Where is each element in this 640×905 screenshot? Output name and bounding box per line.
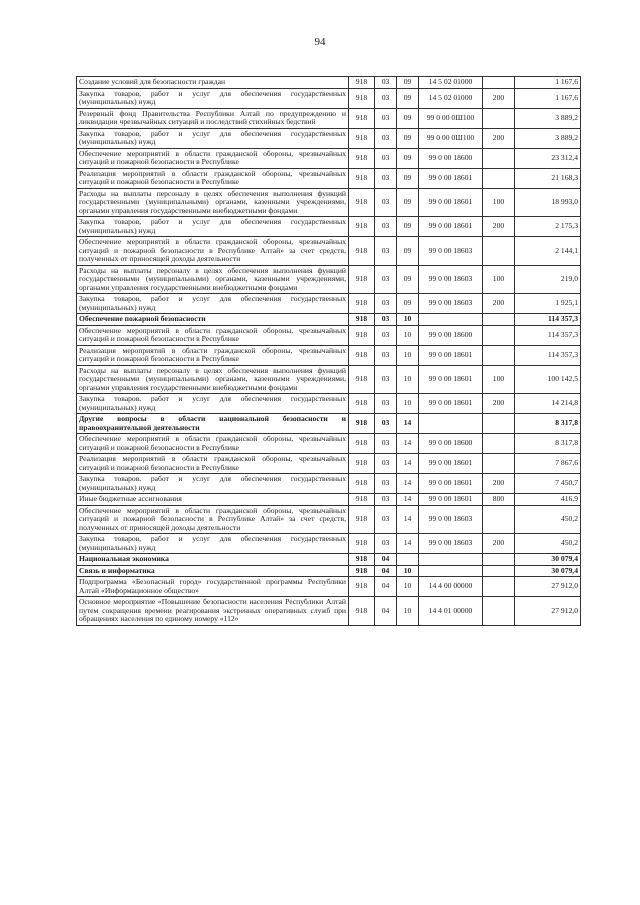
department-code-cell: 918 — [349, 188, 375, 217]
subsection-code-cell: 09 — [397, 148, 419, 168]
amount-cell: 30 079,4 — [515, 554, 581, 566]
department-code-cell: 918 — [349, 434, 375, 454]
expense-name-cell: Обеспечение мероприятий в области гражданской обороны, чрезвычайных ситуаций и пожарной безопасности в Республике — [77, 434, 349, 454]
section-code-cell: 03 — [375, 474, 397, 494]
target-article-cell: 14 4 01 00000 — [419, 597, 483, 626]
expense-name-cell: Расходы на выплаты персоналу в целях обеспечения выполнения функций государственными (муниципальными) органами, казенными учреждениями, органами управления государственными внебюджетными фондами — [77, 365, 349, 394]
target-article-cell: 99 0 00 18601 — [419, 345, 483, 365]
subsection-code-cell: 10 — [397, 577, 419, 597]
expense-type-cell: 200 — [483, 534, 515, 554]
amount-cell: 114 357,3 — [515, 314, 581, 326]
section-code-cell: 03 — [375, 505, 397, 534]
section-code-cell: 03 — [375, 314, 397, 326]
expense-name-cell: Обеспечение пожарной безопасности — [77, 314, 349, 326]
expense-type-cell: 200 — [483, 474, 515, 494]
expense-type-cell — [483, 597, 515, 626]
section-code-cell: 03 — [375, 345, 397, 365]
expense-type-cell — [483, 345, 515, 365]
expense-name-cell: Закупка товаров, работ и услуг для обеспечения государственных (муниципальных) нужд — [77, 88, 349, 108]
section-code-cell: 03 — [375, 148, 397, 168]
amount-cell: 23 312,4 — [515, 148, 581, 168]
section-code-cell: 03 — [375, 494, 397, 506]
subsection-code-cell: 09 — [397, 294, 419, 314]
expense-name-cell: Закупка товаров, работ и услуг для обеспечения государственных (муниципальных) нужд — [77, 534, 349, 554]
section-code-cell: 03 — [375, 188, 397, 217]
section-code-cell: 03 — [375, 237, 397, 266]
section-code-cell: 04 — [375, 565, 397, 577]
department-code-cell: 918 — [349, 217, 375, 237]
department-code-cell: 918 — [349, 365, 375, 394]
subsection-code-cell: 09 — [397, 128, 419, 148]
table-row — [77, 345, 581, 365]
subsection-code-cell: 14 — [397, 494, 419, 506]
table-row — [77, 325, 581, 345]
table-row — [77, 554, 581, 566]
subsection-code-cell: 14 — [397, 414, 419, 434]
department-code-cell: 918 — [349, 148, 375, 168]
department-code-cell: 918 — [349, 414, 375, 434]
target-article-cell — [419, 554, 483, 566]
expense-name-cell: Иные бюджетные ассигнования — [77, 494, 349, 506]
amount-cell: 21 168,3 — [515, 168, 581, 188]
department-code-cell: 918 — [349, 494, 375, 506]
department-code-cell: 918 — [349, 394, 375, 414]
table-row — [77, 188, 581, 217]
section-code-cell: 03 — [375, 534, 397, 554]
subsection-code-cell: 14 — [397, 434, 419, 454]
expense-type-cell — [483, 414, 515, 434]
target-article-cell: 99 0 00 18600 — [419, 148, 483, 168]
expense-name-cell: Обеспечение мероприятий в области гражданской обороны, чрезвычайных ситуаций и пожарной безопасности в Республике Алтай» за счет средств, полученных от приносящей доходы деятельности — [77, 237, 349, 266]
department-code-cell: 918 — [349, 534, 375, 554]
section-code-cell: 04 — [375, 577, 397, 597]
section-code-cell: 04 — [375, 554, 397, 566]
target-article-cell — [419, 565, 483, 577]
subsection-code-cell: 09 — [397, 77, 419, 89]
table-row — [77, 454, 581, 474]
target-article-cell: 99 0 00 18601 — [419, 188, 483, 217]
amount-cell: 450,2 — [515, 505, 581, 534]
amount-cell: 1 925,1 — [515, 294, 581, 314]
table-row — [77, 494, 581, 506]
expense-type-cell: 200 — [483, 217, 515, 237]
target-article-cell: 99 0 00 18600 — [419, 434, 483, 454]
subsection-code-cell: 10 — [397, 394, 419, 414]
section-code-cell: 04 — [375, 597, 397, 626]
subsection-code-cell: 10 — [397, 345, 419, 365]
expense-type-cell — [483, 237, 515, 266]
section-code-cell: 03 — [375, 108, 397, 128]
department-code-cell: 918 — [349, 108, 375, 128]
subsection-code-cell: 09 — [397, 265, 419, 294]
amount-cell: 219,0 — [515, 265, 581, 294]
table-row — [77, 597, 581, 626]
table-body — [77, 77, 581, 626]
amount-cell: 8 317,8 — [515, 434, 581, 454]
subsection-code-cell — [397, 554, 419, 566]
expense-name-cell: Обеспечение мероприятий в области гражданской обороны, чрезвычайных ситуаций и пожарной безопасности в Республике — [77, 148, 349, 168]
amount-cell: 3 889,2 — [515, 128, 581, 148]
table-row — [77, 108, 581, 128]
department-code-cell: 918 — [349, 505, 375, 534]
expense-name-cell: Создание условий для безопасности граждан — [77, 77, 349, 89]
subsection-code-cell: 10 — [397, 565, 419, 577]
amount-cell: 7 450,7 — [515, 474, 581, 494]
budget-table — [76, 76, 581, 626]
section-code-cell: 03 — [375, 394, 397, 414]
expense-name-cell: Расходы на выплаты персоналу в целях обеспечения выполнения функций государственными (муниципальными) органами, казенными учреждениями, органами управления государственными внебюджетными фондами — [77, 265, 349, 294]
expense-name-cell: Связь и информатика — [77, 565, 349, 577]
section-code-cell: 03 — [375, 217, 397, 237]
table-row — [77, 505, 581, 534]
section-code-cell: 03 — [375, 128, 397, 148]
expense-type-cell — [483, 565, 515, 577]
department-code-cell: 918 — [349, 554, 375, 566]
target-article-cell: 99 0 00 18601 — [419, 168, 483, 188]
target-article-cell: 14 4 00 00000 — [419, 577, 483, 597]
amount-cell: 7 867,6 — [515, 454, 581, 474]
department-code-cell: 918 — [349, 77, 375, 89]
table-row — [77, 128, 581, 148]
expense-name-cell: Расходы на выплаты персоналу в целях обеспечения выполнения функций государственными (муниципальными) органами, казенными учреждениями, органами управления государственными внебюджетными фондами — [77, 188, 349, 217]
expense-type-cell: 200 — [483, 294, 515, 314]
section-code-cell: 03 — [375, 365, 397, 394]
expense-type-cell: 800 — [483, 494, 515, 506]
target-article-cell: 14 5 02 01000 — [419, 77, 483, 89]
subsection-code-cell: 10 — [397, 325, 419, 345]
expense-type-cell: 100 — [483, 265, 515, 294]
expense-name-cell: Закупка товаров, работ и услуг для обеспечения государственных (муниципальных) нужд — [77, 217, 349, 237]
expense-type-cell — [483, 168, 515, 188]
target-article-cell: 99 0 00 18601 — [419, 217, 483, 237]
subsection-code-cell: 14 — [397, 454, 419, 474]
target-article-cell: 99 0 00 18601 — [419, 474, 483, 494]
table-row — [77, 168, 581, 188]
section-code-cell: 03 — [375, 294, 397, 314]
expense-type-cell — [483, 505, 515, 534]
expense-name-cell: Реализация мероприятий в области гражданской обороны, чрезвычайных ситуаций и пожарной безопасности в Республике — [77, 345, 349, 365]
table-row — [77, 577, 581, 597]
target-article-cell: 99 0 00 18601 — [419, 394, 483, 414]
amount-cell: 1 167,6 — [515, 77, 581, 89]
expense-name-cell: Закупка товаров, работ и услуг для обеспечения государственных (муниципальных) нужд — [77, 394, 349, 414]
amount-cell: 27 912,0 — [515, 597, 581, 626]
amount-cell: 2 144,1 — [515, 237, 581, 266]
amount-cell: 114 357,3 — [515, 325, 581, 345]
department-code-cell: 918 — [349, 168, 375, 188]
department-code-cell: 918 — [349, 345, 375, 365]
amount-cell: 3 889,2 — [515, 108, 581, 128]
expense-name-cell: Основное мероприятие «Повышение безопасности населения Республики Алтай путем сокращения времени реагирования экстренных оперативных служб при обращениях населения по единому номеру «112» — [77, 597, 349, 626]
section-code-cell: 03 — [375, 88, 397, 108]
expense-type-cell: 200 — [483, 88, 515, 108]
amount-cell: 27 912,0 — [515, 577, 581, 597]
department-code-cell: 918 — [349, 265, 375, 294]
subsection-code-cell: 10 — [397, 365, 419, 394]
section-code-cell: 03 — [375, 434, 397, 454]
expense-type-cell: 200 — [483, 128, 515, 148]
target-article-cell: 99 0 00 18601 — [419, 494, 483, 506]
expense-type-cell: 100 — [483, 188, 515, 217]
expense-name-cell: Реализация мероприятий в области гражданской обороны, чрезвычайных ситуаций и пожарной безопасности в Республике — [77, 168, 349, 188]
target-article-cell: 99 0 00 18603 — [419, 237, 483, 266]
section-code-cell: 03 — [375, 454, 397, 474]
department-code-cell: 918 — [349, 128, 375, 148]
expense-name-cell: Закупка товаров, работ и услуг для обеспечения государственных (муниципальных) нужд — [77, 128, 349, 148]
section-code-cell: 03 — [375, 325, 397, 345]
amount-cell: 114 357,3 — [515, 345, 581, 365]
table-row — [77, 294, 581, 314]
expense-type-cell — [483, 577, 515, 597]
target-article-cell: 99 0 00 18603 — [419, 294, 483, 314]
table-row — [77, 414, 581, 434]
expense-type-cell — [483, 554, 515, 566]
subsection-code-cell: 10 — [397, 314, 419, 326]
expense-type-cell — [483, 77, 515, 89]
department-code-cell: 918 — [349, 325, 375, 345]
section-code-cell: 03 — [375, 265, 397, 294]
expense-name-cell: Обеспечение мероприятий в области гражданской обороны, чрезвычайных ситуаций и пожарной безопасности в Республике — [77, 325, 349, 345]
amount-cell: 100 142,5 — [515, 365, 581, 394]
target-article-cell: 99 0 00 0Ш100 — [419, 108, 483, 128]
table-row — [77, 314, 581, 326]
subsection-code-cell: 14 — [397, 505, 419, 534]
target-article-cell: 99 0 00 18601 — [419, 454, 483, 474]
table-row — [77, 565, 581, 577]
section-code-cell: 03 — [375, 77, 397, 89]
target-article-cell: 99 0 00 18603 — [419, 265, 483, 294]
amount-cell: 30 079,4 — [515, 565, 581, 577]
department-code-cell: 918 — [349, 237, 375, 266]
amount-cell: 2 175,3 — [515, 217, 581, 237]
subsection-code-cell: 09 — [397, 188, 419, 217]
target-article-cell — [419, 314, 483, 326]
table-row — [77, 148, 581, 168]
table-row — [77, 365, 581, 394]
subsection-code-cell: 14 — [397, 474, 419, 494]
department-code-cell: 918 — [349, 577, 375, 597]
department-code-cell: 918 — [349, 294, 375, 314]
subsection-code-cell: 09 — [397, 168, 419, 188]
expense-name-cell: Закупка товаров, работ и услуг для обеспечения государственных (муниципальных) нужд — [77, 474, 349, 494]
target-article-cell: 99 0 00 0Ш100 — [419, 128, 483, 148]
amount-cell: 8 317,8 — [515, 414, 581, 434]
expense-name-cell: Подпрограмма «Безопасный город» государственной программы Республики Алтай «Информационное общество» — [77, 577, 349, 597]
section-code-cell: 03 — [375, 168, 397, 188]
department-code-cell: 918 — [349, 314, 375, 326]
subsection-code-cell: 14 — [397, 534, 419, 554]
amount-cell: 416,9 — [515, 494, 581, 506]
department-code-cell: 918 — [349, 565, 375, 577]
table-row — [77, 237, 581, 266]
expense-name-cell: Национальная экономика — [77, 554, 349, 566]
subsection-code-cell: 09 — [397, 217, 419, 237]
expense-type-cell — [483, 314, 515, 326]
table-row — [77, 394, 581, 414]
target-article-cell: 14 5 02 01000 — [419, 88, 483, 108]
subsection-code-cell: 10 — [397, 597, 419, 626]
target-article-cell: 99 0 00 18603 — [419, 505, 483, 534]
table-row — [77, 217, 581, 237]
amount-cell: 14 214,8 — [515, 394, 581, 414]
subsection-code-cell: 09 — [397, 108, 419, 128]
target-article-cell — [419, 414, 483, 434]
department-code-cell: 918 — [349, 474, 375, 494]
expense-name-cell: Резервный фонд Правительства Республики Алтай по предупреждению и ликвидации чрезвычайных ситуаций и последствий стихийных бедствий — [77, 108, 349, 128]
expense-type-cell: 200 — [483, 394, 515, 414]
department-code-cell: 918 — [349, 88, 375, 108]
expense-type-cell — [483, 434, 515, 454]
target-article-cell: 99 0 00 18600 — [419, 325, 483, 345]
amount-cell: 1 167,6 — [515, 88, 581, 108]
table-row — [77, 474, 581, 494]
subsection-code-cell: 09 — [397, 237, 419, 266]
expense-type-cell — [483, 108, 515, 128]
expense-name-cell: Закупка товаров, работ и услуг для обеспечения государственных (муниципальных) нужд — [77, 294, 349, 314]
table-row — [77, 534, 581, 554]
department-code-cell: 918 — [349, 597, 375, 626]
expense-name-cell: Реализация мероприятий в области гражданской обороны, чрезвычайных ситуаций и пожарной безопасности в Республике — [77, 454, 349, 474]
expense-name-cell: Другие вопросы в области национальной безопасности и правоохранительной деятельности — [77, 414, 349, 434]
expense-name-cell: Обеспечение мероприятий в области гражданской обороны, чрезвычайных ситуаций и пожарной безопасности в Республике Алтай» за счет средств, полученных от приносящей доходы деятельности — [77, 505, 349, 534]
table-row — [77, 265, 581, 294]
table-row — [77, 88, 581, 108]
department-code-cell: 918 — [349, 454, 375, 474]
table-row — [77, 434, 581, 454]
amount-cell: 18 993,0 — [515, 188, 581, 217]
expense-type-cell — [483, 148, 515, 168]
target-article-cell: 99 0 00 18603 — [419, 534, 483, 554]
expense-type-cell — [483, 454, 515, 474]
amount-cell: 450,2 — [515, 534, 581, 554]
page-number: 94 — [314, 36, 326, 48]
subsection-code-cell: 09 — [397, 88, 419, 108]
target-article-cell: 99 0 00 18601 — [419, 365, 483, 394]
expense-type-cell: 100 — [483, 365, 515, 394]
section-code-cell: 03 — [375, 414, 397, 434]
table-row — [77, 77, 581, 89]
expense-type-cell — [483, 325, 515, 345]
